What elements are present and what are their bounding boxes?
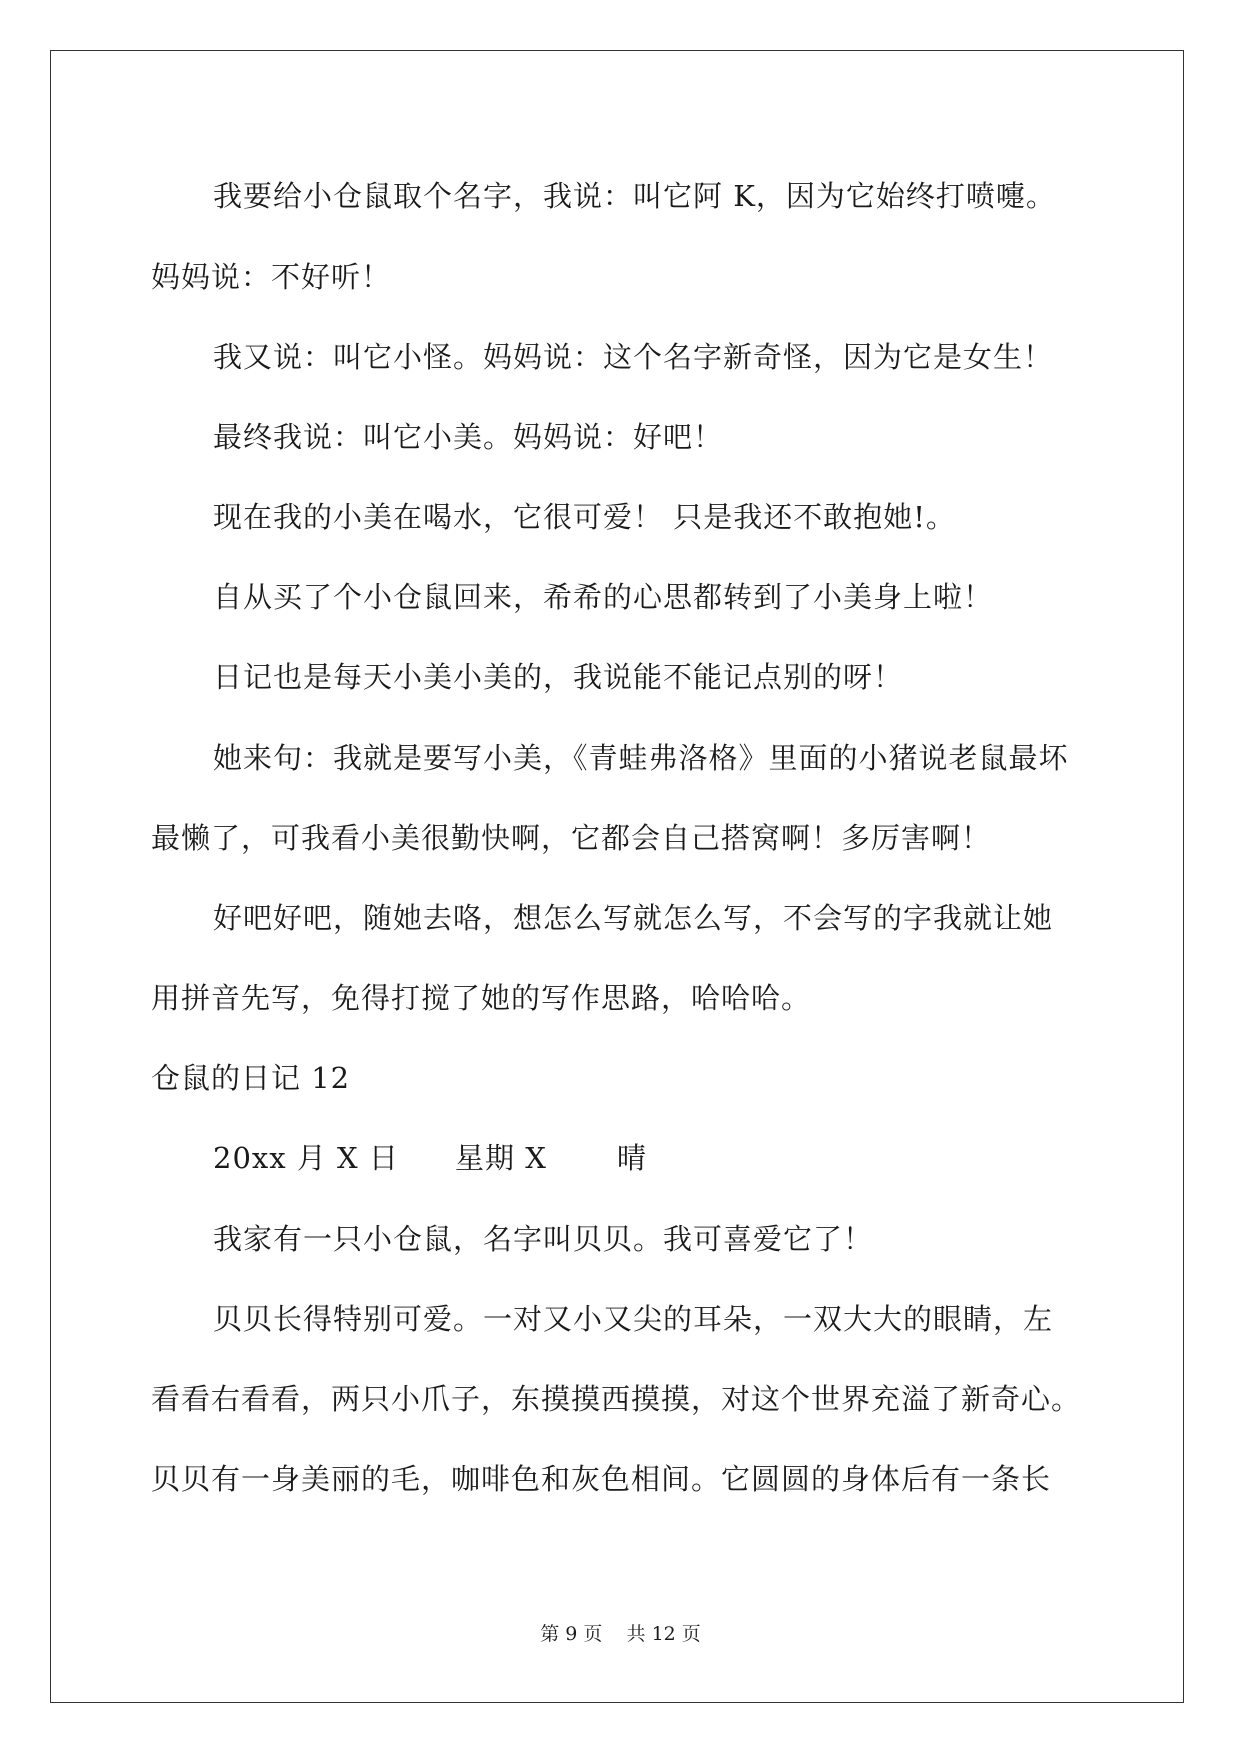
page-footer	[0, 1622, 1241, 1646]
paragraph-line: 贝贝长得特别可爱。一对又小又尖的耳朵，一双大大的眼睛，左	[213, 1302, 1054, 1336]
paragraph-line: 用拼音先写，免得打搅了她的写作思路，哈哈哈。	[151, 981, 812, 1015]
page-total: 共 12 页	[626, 1623, 701, 1645]
date-text: 20xx 月 X 日	[213, 1141, 399, 1175]
paragraph-line: 她来句：我就是要写小美，《青蛙弗洛格》里面的小猪说老鼠最坏	[213, 741, 1069, 775]
paragraph-line: 我又说：叫它小怪。妈妈说：这个名字新奇怪，因为它是女生！	[213, 340, 1054, 374]
section-heading: 仓鼠的日记 12	[151, 1061, 351, 1095]
paragraph-line: 好吧好吧，随她去咯，想怎么写就怎么写，不会写的字我就让她	[213, 901, 1054, 935]
paragraph-line: 我要给小仓鼠取个名字，我说：叫它阿 K，因为它始终打喷嚏。	[213, 179, 1056, 213]
paragraph-line: 我家有一只小仓鼠，名字叫贝贝。我可喜爱它了！	[213, 1222, 874, 1256]
paragraph-line: 妈妈说：不好听！	[151, 260, 392, 294]
paragraph-line: 自从买了个小仓鼠回来，希希的心思都转到了小美身上啦！	[213, 580, 994, 614]
page-number: 第 9 页	[540, 1623, 603, 1645]
page-border	[50, 50, 1184, 1703]
paragraph-line: 最终我说：叫它小美。妈妈说：好吧！	[213, 420, 724, 454]
paragraph-line: 最懒了，可我看小美很勤快啊，它都会自己搭窝啊！多厉害啊！	[151, 821, 992, 855]
paragraph-line: 现在我的小美在喝水，它很可爱！ 只是我还不敢抱她!。	[213, 500, 956, 534]
paragraph-line: 贝贝有一身美丽的毛，咖啡色和灰色相间。它圆圆的身体后有一条长	[151, 1462, 1052, 1496]
weekday-text: 星期 X	[455, 1141, 547, 1175]
paragraph-line: 日记也是每天小美小美的，我说能不能记点别的呀！	[213, 660, 904, 694]
paragraph-line: 看看右看看，两只小爪子，东摸摸西摸摸，对这个世界充溢了新奇心。	[151, 1382, 1082, 1416]
weather-text: 晴	[617, 1141, 648, 1175]
